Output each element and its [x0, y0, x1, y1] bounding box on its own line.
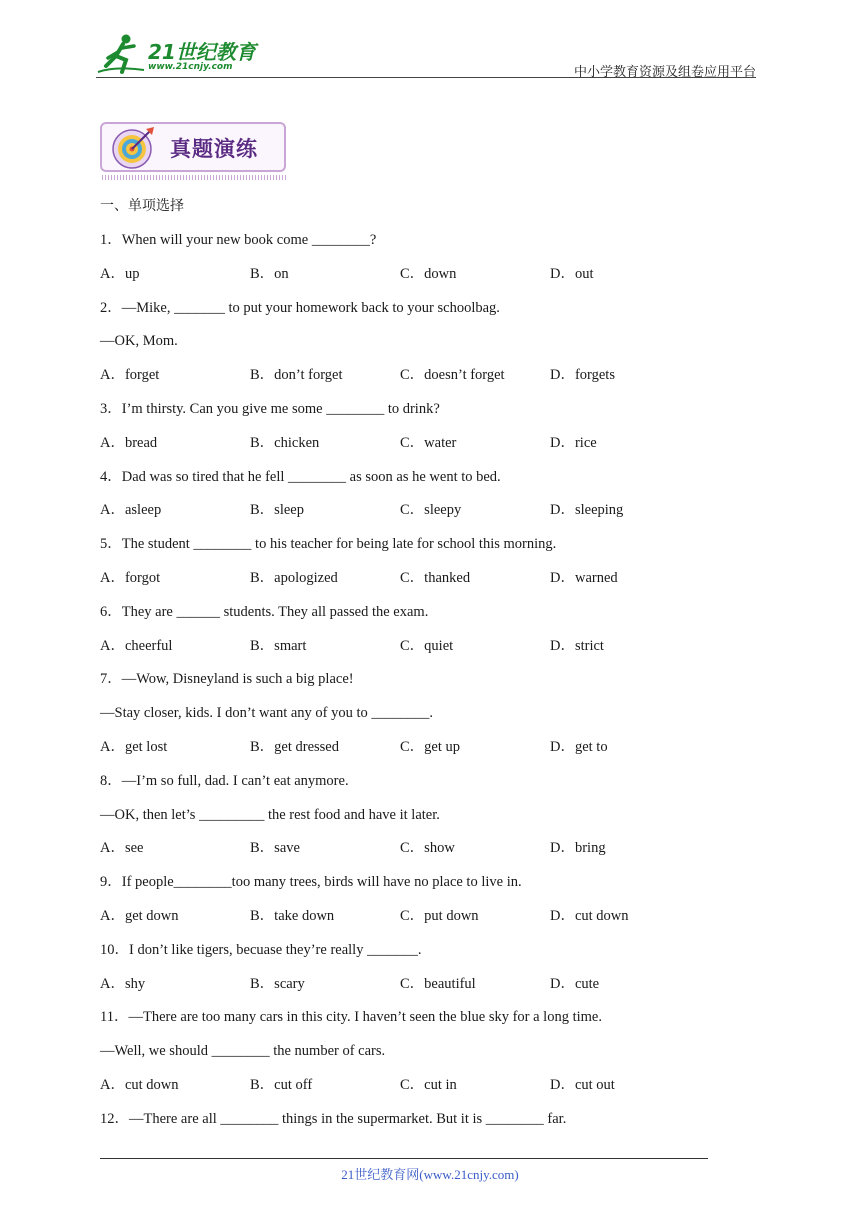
- option-a: A．shy: [100, 975, 146, 992]
- footer-divider: [100, 1158, 708, 1159]
- runner-icon: [96, 32, 146, 76]
- option-b: B．take down: [250, 907, 335, 924]
- section-banner: [100, 122, 290, 182]
- option-b: B．don’t forget: [250, 367, 343, 384]
- option-d: D．cut out: [550, 1076, 615, 1093]
- options-row: [100, 568, 740, 602]
- option-c: C．doesn’t forget: [400, 367, 505, 384]
- options-row: [100, 433, 740, 467]
- header-tagline: 中小学教育资源及组卷应用平台: [573, 65, 756, 80]
- question-item: [100, 1007, 740, 1108]
- question-item: [100, 771, 740, 872]
- header-divider: [96, 77, 756, 78]
- options-row: [100, 264, 740, 298]
- site-logo[interactable]: [96, 30, 266, 78]
- options-row: [100, 500, 740, 534]
- option-d: D．cute: [550, 975, 600, 992]
- option-d: D．rice: [550, 434, 597, 451]
- option-a: A．get lost: [100, 738, 168, 755]
- question-item: [100, 534, 740, 602]
- question-item: [100, 399, 740, 467]
- option-d: D．get to: [550, 738, 608, 755]
- banner-title: 真题演练: [170, 137, 258, 161]
- option-c: C．cut in: [400, 1076, 457, 1093]
- question-stem: 12．—There are all ________ things in the supermarket. But it is ________ far.: [100, 1110, 567, 1127]
- option-a: A．cheerful: [100, 637, 173, 654]
- question-stem: 10．I don’t like tigers, becuase they’re really _______.: [100, 941, 422, 958]
- options-row: [100, 365, 740, 399]
- option-a: A．forget: [100, 367, 160, 384]
- question-item: [100, 669, 740, 770]
- dialogue-line: —OK, then let’s _________ the rest food and have it later.: [100, 806, 440, 823]
- question-stem: 7．—Wow, Disneyland is such a big place!: [100, 671, 354, 688]
- question-stem: 4．Dad was so tired that he fell ________ as soon as he went to bed.: [100, 468, 501, 485]
- option-a: A．cut down: [100, 1076, 179, 1093]
- option-a: A．get down: [100, 907, 179, 924]
- option-d: D．forgets: [550, 367, 615, 384]
- option-b: B．scary: [250, 975, 305, 992]
- question-item: [100, 872, 740, 940]
- dialogue-line: —Well, we should ________ the number of cars.: [100, 1043, 386, 1060]
- option-a: A．forgot: [100, 569, 161, 586]
- option-b: B．apologized: [250, 569, 338, 586]
- banner-stripes: [102, 175, 286, 180]
- option-b: B．sleep: [250, 502, 304, 519]
- option-c: C．water: [400, 434, 457, 451]
- option-a: A．up: [100, 265, 140, 282]
- page-header: [96, 30, 756, 80]
- option-d: D．cut down: [550, 907, 629, 924]
- options-row: [100, 838, 740, 872]
- option-d: D．out: [550, 265, 594, 282]
- question-stem: 8．—I’m so full, dad. I can’t eat anymore.: [100, 772, 349, 789]
- options-row: [100, 906, 740, 940]
- question-item: [100, 940, 740, 1008]
- question-item: [100, 1109, 740, 1143]
- options-row: [100, 974, 740, 1008]
- question-stem: 5．The student ________ to his teacher for being late for school this morning.: [100, 536, 557, 553]
- section-title: 一、单项选择: [100, 198, 184, 214]
- question-item: [100, 602, 740, 670]
- option-c: C．quiet: [400, 637, 454, 654]
- option-b: B．save: [250, 840, 300, 857]
- question-stem: 6．They are ______ students. They all passed the exam.: [100, 603, 429, 620]
- question-stem: 1．When will your new book come ________?: [100, 232, 377, 248]
- option-d: D．sleeping: [550, 502, 624, 519]
- option-d: D．strict: [550, 637, 604, 654]
- question-stem: 9．If people________too many trees, birds will have no place to live in.: [100, 874, 522, 891]
- option-b: B．get dressed: [250, 738, 339, 755]
- options-row: [100, 636, 740, 670]
- question-item: [100, 230, 740, 298]
- dialogue-line: —Stay closer, kids. I don’t want any of you to ________.: [100, 705, 434, 722]
- option-a: A．asleep: [100, 502, 162, 519]
- option-c: C．down: [400, 265, 457, 282]
- option-c: C．show: [400, 840, 455, 857]
- option-b: B．on: [250, 265, 289, 282]
- question-item: [100, 467, 740, 535]
- option-c: C．put down: [400, 907, 479, 924]
- option-a: A．bread: [100, 434, 158, 451]
- option-c: C．beautiful: [400, 975, 476, 992]
- options-row: [100, 737, 740, 771]
- footer-text[interactable]: 21世纪教育网(www.21cnjy.com): [341, 1167, 519, 1182]
- logo-title: 21世纪教育: [148, 40, 256, 64]
- option-a: A．see: [100, 840, 144, 857]
- dialogue-line: —OK, Mom.: [100, 333, 178, 350]
- option-d: D．bring: [550, 840, 606, 857]
- option-b: B．chicken: [250, 434, 320, 451]
- option-d: D．warned: [550, 569, 618, 586]
- question-stem: 2．—Mike, _______ to put your homework back to your schoolbag.: [100, 299, 500, 316]
- option-c: C．sleepy: [400, 502, 462, 519]
- option-b: B．cut off: [250, 1076, 313, 1093]
- question-stem: 3．I’m thirsty. Can you give me some ________ to drink?: [100, 400, 440, 417]
- option-b: B．smart: [250, 637, 307, 654]
- question-list: [100, 196, 740, 1143]
- question-stem: 11．—There are too many cars in this city. I haven’t seen the blue sky for a long time.: [100, 1009, 602, 1026]
- target-icon: [110, 125, 158, 171]
- option-c: C．thanked: [400, 569, 471, 586]
- option-c: C．get up: [400, 738, 461, 755]
- logo-url: www.21cnjy.com: [148, 62, 233, 72]
- options-row: [100, 1075, 740, 1109]
- question-item: [100, 298, 740, 399]
